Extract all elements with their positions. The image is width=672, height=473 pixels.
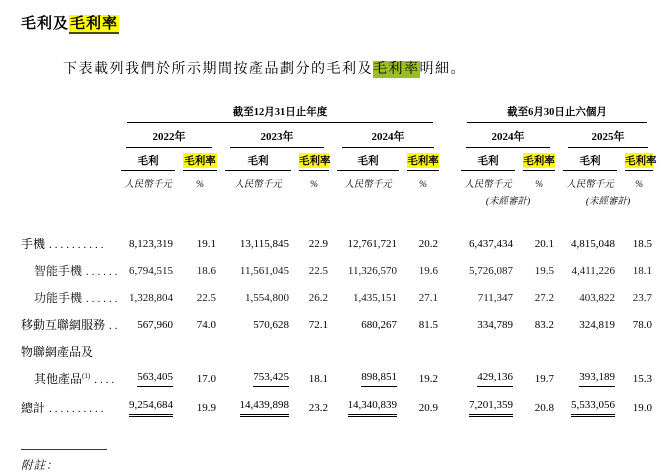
col-header-margin — [407, 153, 439, 171]
margin-value: 19.0 — [632, 401, 653, 414]
dot-leader: .. — [109, 320, 121, 332]
year-header-2025-interim: 2025年 — [568, 128, 648, 148]
col-header-profit: 毛利 — [337, 153, 399, 171]
footnote-rule — [21, 449, 107, 450]
margin-value: 19.7 — [534, 372, 555, 385]
unit-amount-label: 人民幣千元 — [124, 180, 172, 190]
dot-leader: .... — [94, 374, 118, 386]
profit-value: 11,561,045 — [239, 264, 289, 277]
col-header-profit: 毛利 — [461, 153, 515, 171]
year-header-2022: 2022年 — [126, 128, 212, 148]
margin-value: 19.1 — [196, 237, 216, 250]
profit-value: 1,328,804 — [129, 291, 173, 304]
profit-value: 4,411,226 — [571, 264, 616, 277]
row-label: 其他產品 — [34, 372, 83, 386]
row-label: 智能手機 — [34, 264, 83, 278]
unit-amount-label: 人民幣千元 — [344, 180, 392, 190]
dot-leader: ...... — [86, 266, 121, 278]
col-header-margin — [183, 153, 217, 171]
margin-value: 19.2 — [418, 372, 439, 385]
table-row-other-products — [21, 365, 657, 392]
profit-value: 403,822 — [579, 291, 616, 304]
page-title — [21, 12, 658, 33]
profit-value: 1,554,800 — [245, 291, 289, 304]
margin-value: 18.1 — [632, 264, 653, 277]
col-header-margin-highlight: 毛利率 — [625, 153, 653, 168]
margin-value: 18.5 — [632, 237, 653, 250]
profit-value: 1,435,151 — [353, 291, 397, 304]
profit-value: 711,347 — [477, 291, 514, 304]
col-header-profit: 毛利 — [225, 153, 291, 171]
margin-value: 19.9 — [196, 401, 216, 414]
margin-value: 20.2 — [418, 237, 439, 250]
table-row-smartphone — [21, 257, 657, 284]
profit-value: 6,794,515 — [129, 264, 173, 277]
gross-profit-table — [21, 104, 657, 423]
unit-row — [21, 171, 657, 190]
col-header-margin-highlight: 毛利率 — [407, 153, 439, 168]
margin-value: 78.0 — [632, 318, 653, 331]
unit-amount-label: 人民幣千元 — [566, 180, 614, 190]
margin-value: 19.6 — [418, 264, 439, 277]
year-header-row — [21, 123, 657, 148]
margin-value: 23.7 — [632, 291, 653, 304]
margin-value: 22.5 — [196, 291, 216, 304]
col-header-margin-highlight: 毛利率 — [183, 153, 217, 168]
col-header-margin-highlight: 毛利率 — [299, 153, 329, 168]
margin-value: 18.1 — [308, 372, 328, 385]
margin-value: 15.3 — [632, 372, 653, 385]
unit-amount-label: 人民幣千元 — [464, 180, 512, 190]
col-header-profit: 毛利 — [563, 153, 617, 171]
intro-text — [21, 58, 658, 78]
section-header-annual: 截至12月31日止年度 — [127, 104, 433, 123]
margin-value: 20.9 — [418, 401, 439, 414]
col-header-margin — [625, 153, 657, 171]
section-header-interim: 截至6月30日止六個月 — [467, 104, 647, 123]
profit-value: 570,628 — [253, 318, 289, 331]
margin-value: 23.2 — [308, 401, 328, 414]
row-label: 手機 — [21, 237, 46, 251]
margin-value: 83.2 — [534, 318, 555, 331]
profit-value: 7,201,359 — [469, 399, 513, 417]
profit-value: 14,340,839 — [348, 399, 398, 417]
year-header-2024: 2024年 — [342, 128, 434, 148]
col-header-margin — [523, 153, 555, 171]
section-header-row — [21, 104, 657, 123]
profit-value: 680,267 — [361, 318, 397, 331]
margin-value: 20.1 — [534, 237, 555, 250]
margin-value: 22.9 — [308, 237, 328, 250]
profit-value: 753,425 — [253, 371, 289, 387]
margin-value: 81.5 — [418, 318, 439, 331]
dot-leader: .......... — [49, 403, 107, 415]
profit-value: 5,533,056 — [571, 399, 615, 417]
unit-percent-label: % — [419, 180, 427, 190]
profit-value: 13,115,845 — [239, 237, 289, 250]
row-label: 總計 — [21, 401, 46, 415]
profit-value: 567,960 — [137, 318, 173, 331]
profit-value: 8,123,319 — [129, 237, 173, 250]
margin-value: 18.6 — [196, 264, 216, 277]
dot-leader: ...... — [86, 293, 121, 305]
margin-value: 26.2 — [308, 291, 328, 304]
profit-value: 5,726,087 — [469, 264, 514, 277]
year-header-2023: 2023年 — [230, 128, 324, 148]
margin-value: 17.0 — [196, 372, 216, 385]
profit-value: 898,851 — [361, 371, 397, 387]
profit-value: 324,819 — [579, 318, 616, 331]
table-row-mobile-internet — [21, 311, 657, 338]
footnote-label: 附註： — [21, 460, 59, 472]
profit-value: 4,815,048 — [571, 237, 616, 250]
table-row-featurephone — [21, 284, 657, 311]
margin-value: 74.0 — [196, 318, 216, 331]
profit-value: 334,789 — [477, 318, 514, 331]
profit-value: 6,437,434 — [469, 237, 514, 250]
profit-value: 12,761,721 — [347, 237, 397, 250]
unaudited-row — [21, 190, 657, 207]
table-row-total — [21, 392, 657, 423]
unit-amount-label: 人民幣千元 — [234, 180, 282, 190]
margin-value: 22.5 — [308, 264, 328, 277]
col-header-margin-highlight: 毛利率 — [523, 153, 555, 168]
col-header-profit: 毛利 — [121, 153, 175, 171]
profit-value: 9,254,684 — [129, 399, 173, 417]
row-label: 移動互聯網服務 — [21, 318, 106, 332]
margin-value: 20.8 — [534, 401, 555, 414]
unit-percent-label: % — [635, 180, 643, 190]
intro-text-before: 下表載列我們於所示期間按產品劃分的毛利及 — [63, 62, 373, 77]
unit-percent-label: % — [196, 180, 204, 190]
table-row-iot-label — [21, 338, 657, 365]
spacer-row — [21, 207, 657, 230]
profit-value: 393,189 — [579, 371, 615, 387]
profit-value: 429,136 — [477, 371, 513, 387]
margin-value: 27.2 — [534, 291, 555, 304]
intro-highlight: 毛利率 — [373, 62, 420, 77]
margin-value: 19.5 — [534, 264, 555, 277]
dot-leader: .......... — [49, 239, 107, 251]
row-label: 功能手機 — [34, 291, 83, 305]
table-row-mobile — [21, 230, 657, 257]
row-label: 物聯網產品及 — [21, 345, 94, 359]
year-header-2024-interim: 2024年 — [466, 128, 550, 148]
unit-percent-label: % — [310, 180, 318, 190]
profit-value: 14,439,898 — [240, 399, 290, 417]
unaudited-label: (未經審計) — [485, 197, 531, 207]
profit-value: 11,326,570 — [347, 264, 397, 277]
unaudited-label: (未經審計) — [585, 197, 631, 207]
intro-text-after: 明細。 — [419, 62, 466, 77]
col-header-margin — [299, 153, 329, 171]
column-header-row — [21, 148, 657, 171]
profit-value: 563,405 — [137, 371, 173, 387]
margin-value: 27.1 — [418, 291, 439, 304]
page-title-highlight: 毛利率 — [70, 16, 119, 32]
unit-percent-label: % — [535, 180, 543, 190]
footnote-marker: (1) — [82, 372, 91, 380]
margin-value: 72.1 — [308, 318, 328, 331]
page-title-text: 毛利及 — [21, 16, 70, 32]
